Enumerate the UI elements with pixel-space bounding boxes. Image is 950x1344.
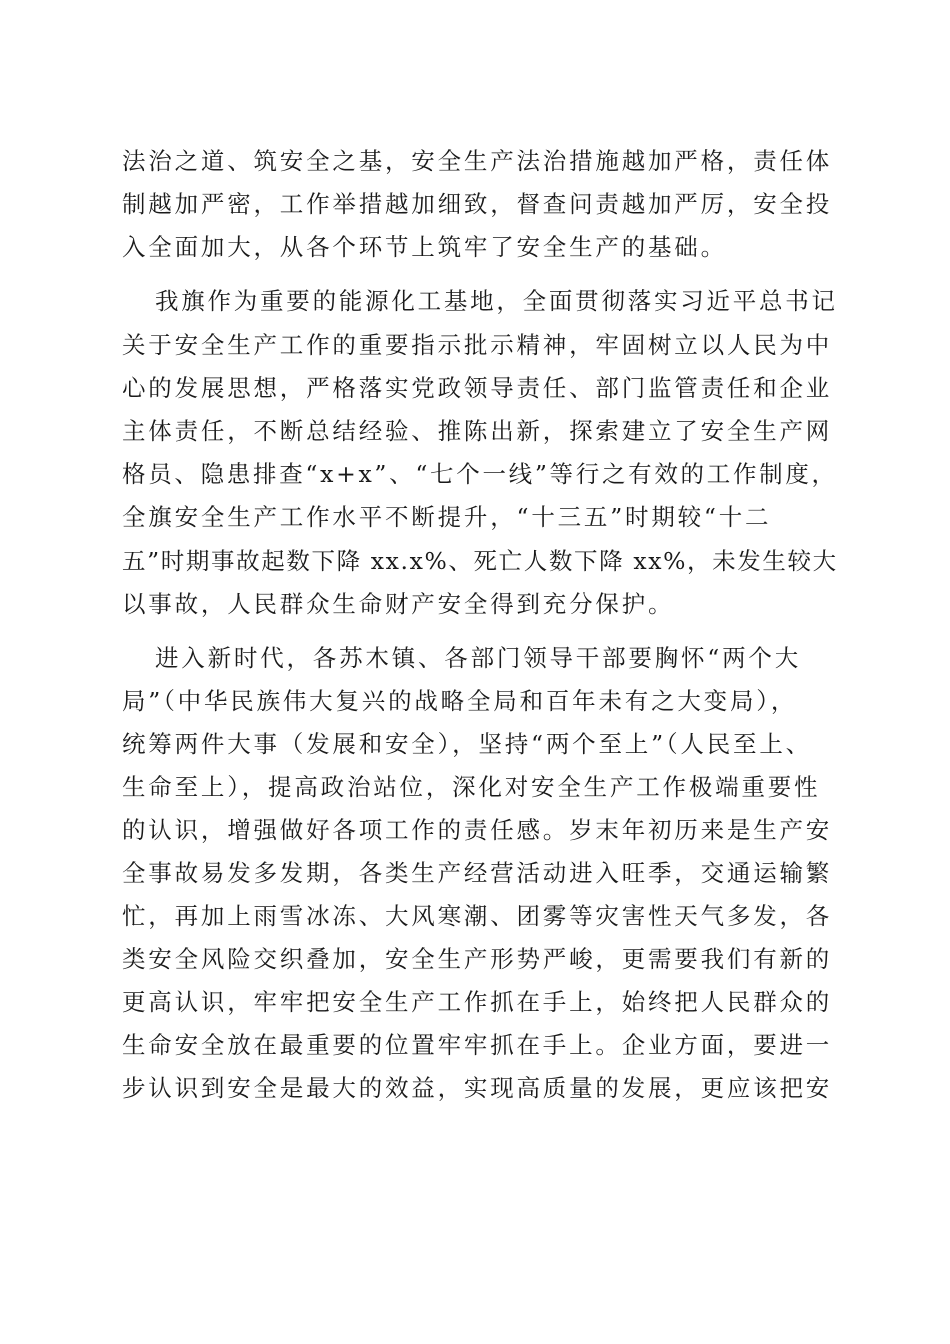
text-line: 类安全风险交织叠加，安全生产形势严峻，更需要我们有新的 bbox=[122, 945, 833, 973]
text-line: 更高认识，牢牢把安全生产工作抓在手上，始终把人民群众的 bbox=[122, 988, 833, 1016]
text-line: 格员、隐患排查“x+x”、“七个一线”等行之有效的工作制度， bbox=[122, 460, 838, 488]
text-line: 生命安全放在最重要的位置牢牢抓在手上。企业方面，要进一 bbox=[122, 1031, 833, 1059]
text-line: 统筹两件大事（发展和安全），坚持“两个至上”（人民至上、 bbox=[122, 730, 812, 758]
text-line: 步认识到安全是最大的效益，实现高质量的发展，更应该把安 bbox=[122, 1074, 833, 1102]
text-line: 生命至上），提高政治站位，深化对安全生产工作极端重要性 bbox=[122, 773, 821, 801]
text-line: 全事故易发多发期，各类生产经营活动进入旺季，交通运输繁 bbox=[122, 859, 833, 887]
text-line: 主体责任，不断总结经验、推陈出新，探索建立了安全生产网 bbox=[122, 417, 833, 445]
text-line: 以事故，人民群众生命财产安全得到充分保护。 bbox=[122, 590, 675, 618]
text-line: 全旗安全生产工作水平不断提升，“十三五”时期较“十二 bbox=[122, 503, 772, 531]
text-line: 制越加严密，工作举措越加细致，督查问责越加严厉，安全投 bbox=[122, 190, 833, 218]
paragraph-first-line: 进入新时代，各苏木镇、各部门领导干部要胸怀“两个大 bbox=[155, 644, 802, 672]
text-line: 五”时期事故起数下降 xx.x%、死亡人数下降 xx%，未发生较大 bbox=[122, 547, 838, 575]
text-line: 心的发展思想，严格落实党政领导责任、部门监管责任和企业 bbox=[122, 374, 833, 402]
text-line: 局”（中华民族伟大复兴的战略全局和百年未有之大变局）， bbox=[122, 687, 798, 715]
text-line: 入全面加大，从各个环节上筑牢了安全生产的基础。 bbox=[122, 233, 727, 261]
text-line: 的认识，增强做好各项工作的责任感。岁末年初历来是生产安 bbox=[122, 816, 833, 844]
text-line: 法治之道、筑安全之基，安全生产法治措施越加严格，责任体 bbox=[122, 147, 833, 175]
paragraph-first-line: 我旗作为重要的能源化工基地，全面贯彻落实习近平总书记 bbox=[155, 287, 838, 315]
text-line: 忙，再加上雨雪冰冻、大风寒潮、团雾等灾害性天气多发，各 bbox=[122, 902, 833, 930]
text-line: 关于安全生产工作的重要指示批示精神，牢固树立以人民为中 bbox=[122, 331, 833, 359]
